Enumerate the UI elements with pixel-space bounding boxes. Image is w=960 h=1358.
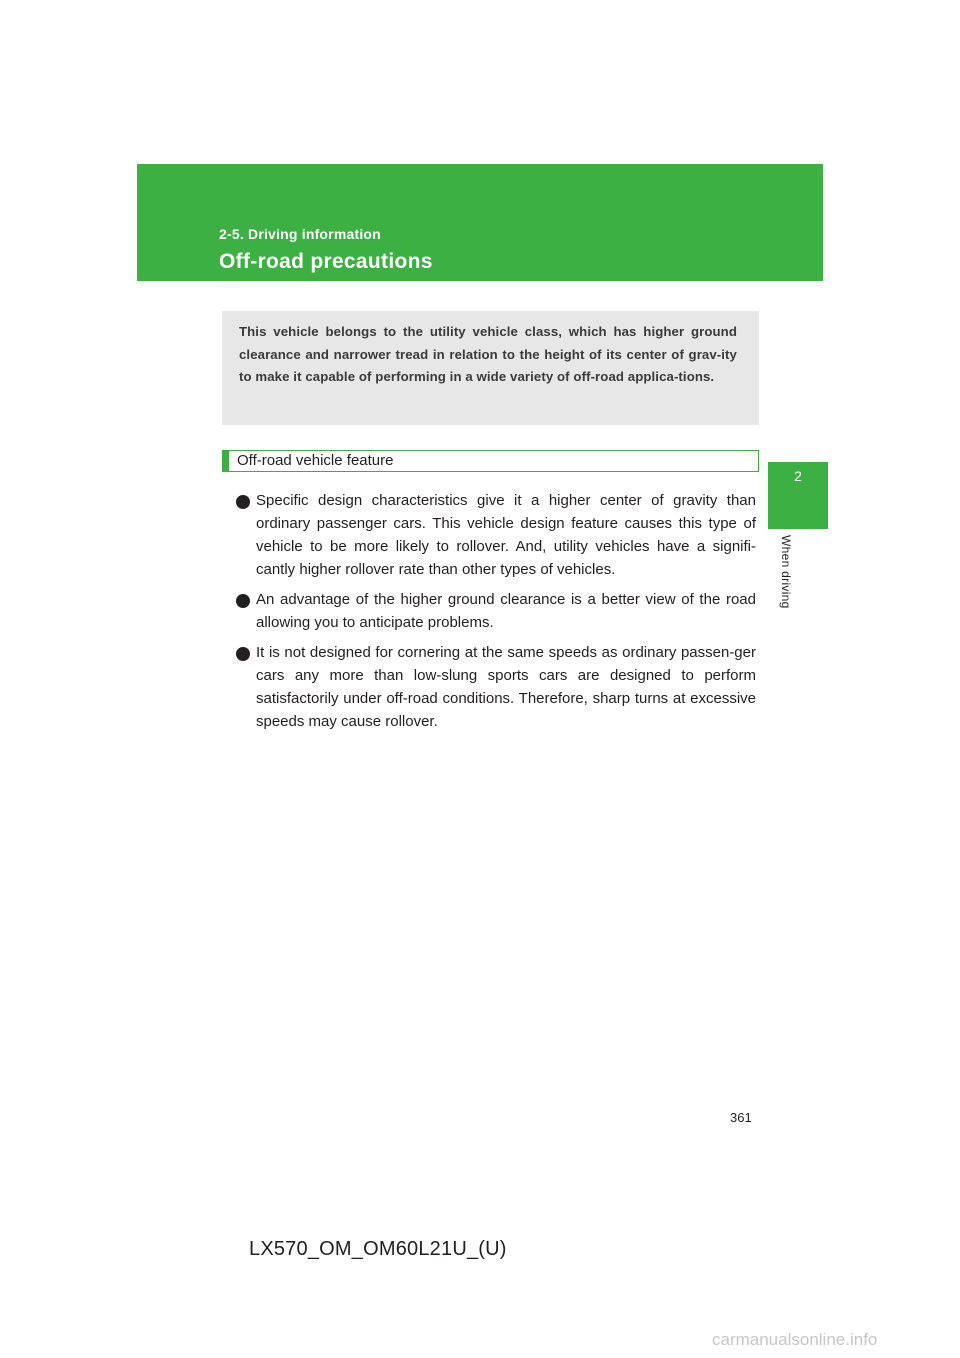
subsection-heading (222, 450, 759, 472)
chapter-label: When driving (779, 535, 793, 609)
list-item-text: An advantage of the higher ground clearance is a better view of the road allowing you to anticipate problems. (256, 591, 756, 631)
subsection-heading-text: Off-road vehicle feature (237, 452, 394, 469)
list-item (236, 641, 756, 733)
bullet-list (236, 489, 756, 740)
header-band (137, 164, 823, 281)
intro-text: This vehicle belongs to the utility vehicle class, which has higher ground clearance and narrower tread in relation to the height of its center of grav-ity to make it capable of performing in a wide variety of off-road applica-tions. (239, 324, 737, 384)
section-label: 2-5. Driving information (219, 226, 381, 242)
watermark: carmanualsonline.info (712, 1330, 878, 1349)
bullet-icon (236, 647, 250, 661)
intro-box (222, 311, 759, 425)
bullet-icon (236, 495, 250, 509)
chapter-tab[interactable] (768, 462, 828, 529)
list-item (236, 588, 756, 634)
page-title: Off-road precautions (219, 250, 433, 273)
list-item-text: Specific design characteristics give it a higher center of gravity than ordinary passenger cars. This vehicle design feature causes this type of vehicle to be more likely to rollover. And, utility vehicles have a signifi-cantly higher rollover rate than other types of vehicles. (256, 492, 756, 578)
document-code: LX570_OM_OM60L21U_(U) (249, 1238, 507, 1260)
list-item (236, 489, 756, 581)
chapter-number: 2 (794, 468, 802, 484)
page-number: 361 (730, 1110, 752, 1125)
list-item-text: It is not designed for cornering at the same speeds as ordinary passen-ger cars any more than low-slung sports cars are designed to perform satisfactorily under off-road conditions. Therefore, sharp turns at excessive speeds may cause rollover. (256, 644, 756, 730)
bullet-icon (236, 594, 250, 608)
